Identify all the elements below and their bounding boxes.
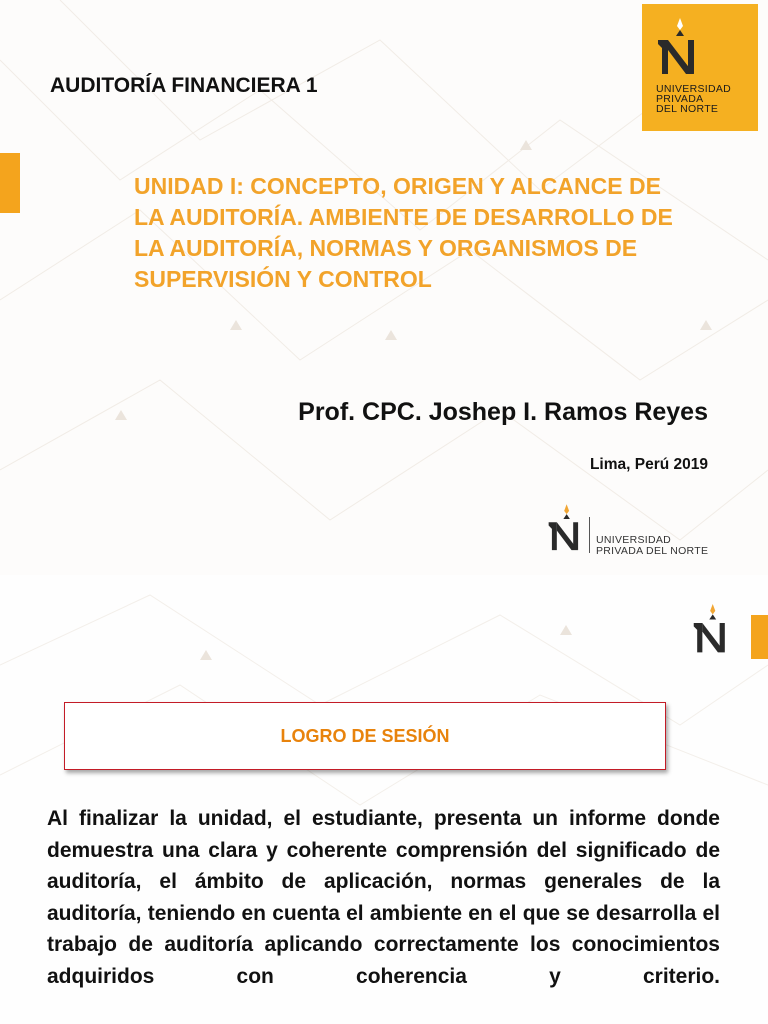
upn-n-logo-icon — [692, 599, 730, 659]
accent-bar — [0, 153, 20, 213]
logo-divider — [589, 517, 590, 553]
session-goal-box — [64, 702, 666, 770]
logo-wordmark: UNIVERSIDAD PRIVADA DEL NORTE — [656, 83, 732, 115]
professor-name: Prof. CPC. Joshep I. Ramos Reyes — [298, 398, 708, 426]
university-logo — [642, 4, 758, 131]
place-date: Lima, Perú 2019 — [589, 456, 708, 473]
accent-bar — [751, 615, 768, 659]
logo-wordmark: UNIVERSIDAD PRIVADA DEL NORTE — [596, 534, 709, 557]
upn-n-logo-icon — [656, 16, 700, 78]
university-logo-small — [547, 499, 747, 561]
session-goal-title: LOGRO DE SESIÓN — [280, 726, 450, 746]
upn-n-logo-icon — [547, 499, 583, 557]
session-slide — [0, 575, 768, 1024]
course-title: AUDITORÍA FINANCIERA 1 — [50, 74, 318, 97]
session-goal-text: Al finalizar la unidad, el estudiante, presenta un informe donde demuestra una clara y coherente comprensión del significado de auditoría, el ámbito de aplicación, normas generales de la auditoría, teniendo en cuenta el ambiente en el que se desarrolla el trabajo de auditoría aplicando correctamente los conocimientos adquiridos con coherencia y criterio. — [47, 807, 720, 988]
unit-title: UNIDAD I: CONCEPTO, ORIGEN Y ALCANCE DE LA AUDITORÍA. AMBIENTE DE DESARROLLO DE LA AUDITORÍA, NORMAS Y ORGANISMOS DE SUPERVISIÓN Y CONTROL — [134, 173, 673, 292]
